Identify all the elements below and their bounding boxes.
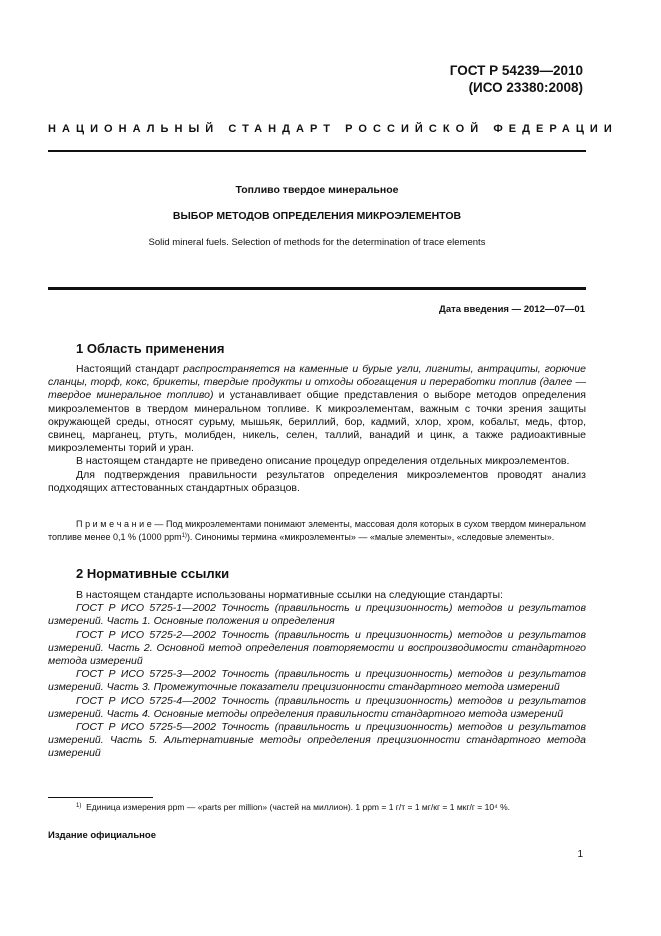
reference-item: ГОСТ Р ИСО 5725-1—2002 Точность (правильность и прецизионность) методов и результатов измерений. Часть 1. Основные положения и определения: [48, 602, 586, 628]
footnote-marker: 1): [76, 803, 82, 809]
reference-item: ГОСТ Р ИСО 5725-2—2002 Точность (правильность и прецизионность) методов и результатов измерений. Часть 2. Основной метод определения повторяемости и воспроизводимости стандартного метода измерений: [48, 628, 586, 668]
footnote-divider: [48, 797, 153, 798]
scope-paragraph: Настоящий стандарт распространяется на каменные и бурые угли, лигниты, антрациты, горючие сланцы, торф, кокс, брикеты, твердые продукты и отходы обогащения и переработки топлив (далее — твердое минеральное топливо) и устанавливает общие представления о выборе методов определения микроэлементов в твердом минеральном топливе. К микроэлементам, важным с точки зрения защиты окружающей среды, относят сурьму, мышьяк, бериллий, бор, кадмий, хлор, хром, кобальт, медь, фтор, свинец, марганец, ртуть, молибден, никель, селен, таллий, ванадий и цинк, а также радиоактивные микроэлементы торий и уран.: [48, 363, 586, 455]
russian-subtitle: Топливо твердое минеральное: [235, 184, 399, 196]
section-1-heading: 1 Область применения: [76, 341, 225, 356]
section-2-heading: 2 Нормативные ссылки: [76, 566, 230, 581]
reference-item: ГОСТ Р ИСО 5725-3—2002 Точность (правильность и прецизионность) методов и результатов измерений. Часть 3. Промежуточные показатели прецизионности стандартного метода измерений: [48, 668, 586, 694]
section-1-body: [48, 363, 586, 495]
introduction-date: Дата введения — 2012—07—01: [439, 304, 585, 315]
english-title: Solid mineral fuels. Selection of methods for the determination of trace elements: [148, 237, 486, 248]
footnote-text: Единица измерения ppm — «parts per million» (частей на миллион). 1 ppm = 1 г/т = 1 мг/кг = 1 мкг/г = 10⁴ %.: [86, 802, 511, 812]
reference-item: ГОСТ Р ИСО 5725-4—2002 Точность (правильность и прецизионность) методов и результатов измерений. Часть 4. Основные методы определения правильности стандартного метода измерений: [48, 694, 586, 720]
section-2-body: [48, 589, 586, 761]
page-number: 1: [577, 849, 583, 860]
references-intro: В настоящем стандарте использованы нормативные ссылки на следующие стандарты:: [76, 589, 503, 601]
footnote-ref: 1): [181, 533, 187, 539]
national-standard-title: НАЦИОНАЛЬНЫЙ СТАНДАРТ РОССИЙСКОЙ ФЕДЕРАЦИИ: [48, 123, 618, 135]
footnote: [76, 802, 510, 812]
standard-code: ГОСТ Р 54239—2010: [449, 63, 583, 78]
reference-item: ГОСТ Р ИСО 5725-5—2002 Точность (правильность и прецизионность) методов и результатов измерений. Часть 5. Альтернативные методы определения прецизионности стандартного метода измерений: [48, 721, 586, 760]
official-edition: Издание официальное: [48, 830, 156, 841]
section-1-note: П р и м е ч а н и е — Под микроэлементами понимают элементы, массовая доля которых в сухом твердом минеральном топливе менее 0,1 % (1000 ppm$^{1)}$). Синонимы термина «микроэлементы» — «малые элементы», «следовые элементы».: [48, 519, 586, 542]
header-divider: [48, 150, 586, 152]
scope-paragraph-3: Для подтверждения правильности результатов определения микроэлементов проводят анализ подходящих аттестованных стандартных образцов.: [48, 468, 586, 494]
iso-code: (ИСО 23380:2008): [468, 80, 583, 95]
russian-title: ВЫБОР МЕТОДОВ ОПРЕДЕЛЕНИЯ МИКРОЭЛЕМЕНТОВ: [172, 210, 462, 222]
title-divider: [48, 287, 586, 290]
scope-paragraph-2: В настоящем стандарте не приведено описание процедур определения отдельных микроэлементов.: [76, 455, 570, 468]
note-label: П р и м е ч а н и е: [76, 519, 152, 529]
document-number: [450, 62, 583, 96]
